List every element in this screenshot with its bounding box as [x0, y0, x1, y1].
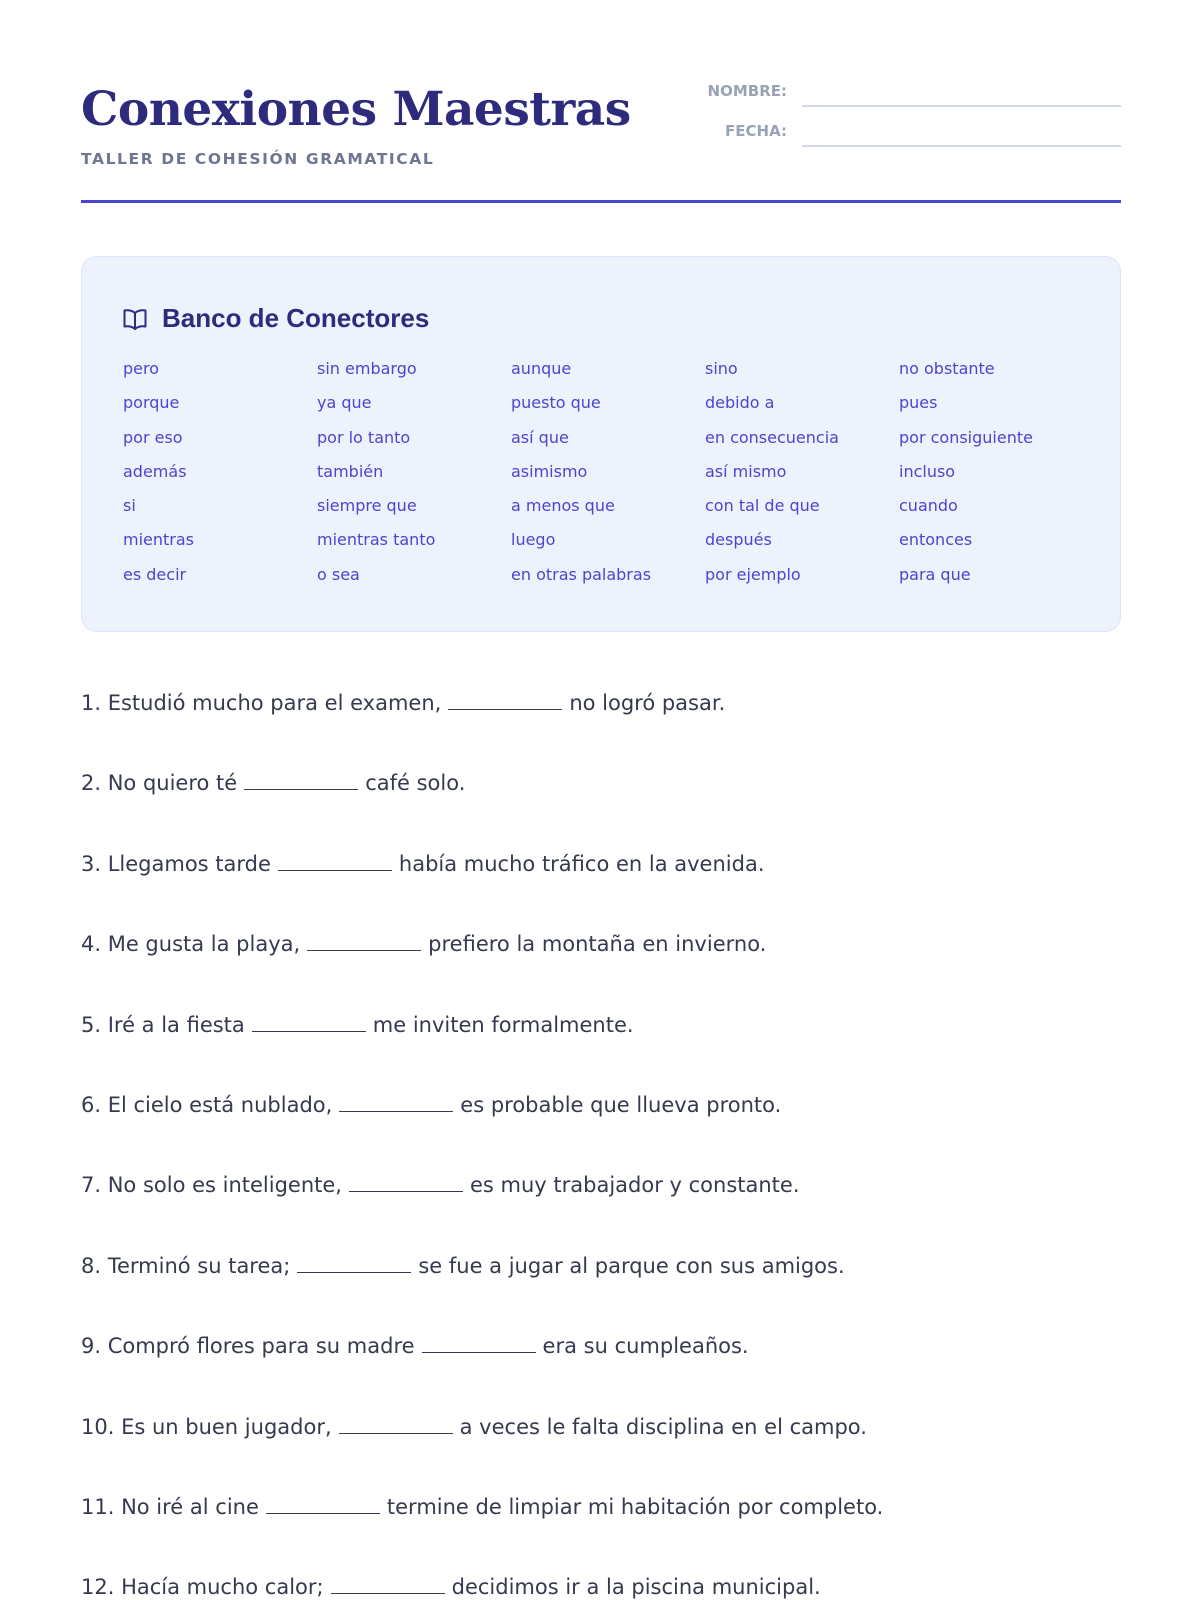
- exercise-text-before: 11. No iré al cine: [81, 1494, 259, 1519]
- exercise-item: [81, 689, 1121, 769]
- connector-word: entonces: [899, 530, 973, 550]
- connector-word: o sea: [317, 564, 360, 584]
- connector-word: con tal de que: [705, 496, 820, 516]
- connector-word: es decir: [123, 564, 187, 584]
- connector-word: por eso: [123, 427, 183, 447]
- exercise-text-before: 4. Me gusta la playa,: [81, 932, 301, 957]
- connector-word: además: [123, 461, 187, 481]
- exercise-item: [81, 1011, 1121, 1091]
- exercise-item: [81, 1171, 1121, 1251]
- connector-word: debido a: [705, 393, 775, 413]
- answer-blank[interactable]: [339, 1092, 453, 1112]
- date-label: FECHA:: [725, 122, 787, 140]
- connector-bank-header: [123, 303, 429, 334]
- exercise-text-before: 12. Hacía mucho calor;: [81, 1575, 324, 1600]
- name-label: NOMBRE:: [707, 82, 787, 100]
- connector-word: por consiguiente: [899, 427, 1033, 447]
- connector-word: por lo tanto: [317, 427, 411, 447]
- answer-blank[interactable]: [349, 1172, 463, 1192]
- answer-blank[interactable]: [448, 690, 562, 710]
- connector-word: aunque: [511, 359, 572, 378]
- connector-word: también: [317, 461, 384, 481]
- connector-word: en otras palabras: [511, 564, 652, 584]
- connector-bank: [81, 256, 1121, 632]
- connector-word: puesto que: [511, 393, 601, 413]
- answer-blank[interactable]: [266, 1494, 380, 1514]
- name-line[interactable]: [802, 105, 1121, 107]
- exercise-item: [81, 930, 1121, 1010]
- connector-word: ya que: [317, 393, 372, 413]
- connector-word: para que: [899, 564, 971, 584]
- connector-word: mientras: [123, 530, 195, 550]
- exercise-text-before: 8. Terminó su tarea;: [81, 1253, 291, 1278]
- exercise-item: [81, 1493, 1121, 1573]
- connector-bank-title: Banco de Conectores: [162, 303, 430, 333]
- exercise-item: [81, 1091, 1121, 1171]
- answer-blank[interactable]: [278, 851, 392, 871]
- answer-blank[interactable]: [244, 770, 358, 790]
- exercise-text-after: café solo.: [365, 771, 466, 796]
- date-field[interactable]: [692, 122, 1121, 146]
- exercise-item: [81, 1332, 1121, 1412]
- connector-word: asimismo: [511, 461, 588, 481]
- exercise-text-after: se fue a jugar al parque con sus amigos.: [418, 1253, 845, 1278]
- answer-blank[interactable]: [307, 931, 421, 951]
- connector-word: incluso: [899, 461, 956, 481]
- connector-word: si: [123, 496, 136, 516]
- connector-word: siempre que: [317, 496, 417, 516]
- exercise-text-after: había mucho tráfico en la avenida.: [398, 851, 765, 876]
- open-book-icon: [123, 308, 147, 330]
- connector-word: pues: [899, 393, 938, 413]
- page-subtitle: TALLER DE COHESIÓN GRAMATICAL: [81, 150, 435, 168]
- exercise-text-after: me inviten formalmente.: [372, 1012, 634, 1037]
- exercise-text-after: a veces le falta disciplina en el campo.: [459, 1414, 867, 1439]
- exercise-text-after: termine de limpiar mi habitación por completo.: [386, 1494, 884, 1519]
- answer-blank[interactable]: [422, 1333, 536, 1353]
- connector-word: no obstante: [899, 359, 995, 378]
- exercise-item: [81, 1573, 1121, 1600]
- exercise-text-before: 7. No solo es inteligente,: [81, 1173, 342, 1198]
- worksheet-header: [81, 78, 1121, 203]
- exercise-text-before: 9. Compró flores para su madre: [81, 1334, 415, 1359]
- exercise-item: [81, 850, 1121, 930]
- connector-word: porque: [123, 393, 180, 413]
- connector-word: así que: [511, 427, 569, 447]
- exercise-text-after: es muy trabajador y constante.: [469, 1173, 800, 1198]
- connector-word: sino: [705, 359, 738, 378]
- answer-blank[interactable]: [297, 1253, 411, 1273]
- exercise-text-before: 2. No quiero té: [81, 771, 238, 796]
- date-line[interactable]: [802, 145, 1121, 147]
- connector-word: en consecuencia: [705, 427, 839, 447]
- exercise-list: [81, 689, 1121, 1600]
- exercise-item: [81, 1252, 1121, 1332]
- exercise-text-after: prefiero la montaña en invierno.: [428, 932, 767, 957]
- connector-word: mientras tanto: [317, 530, 436, 550]
- exercise-text-after: era su cumpleaños.: [542, 1334, 749, 1359]
- exercise-text-after: es probable que llueva pronto.: [460, 1092, 782, 1117]
- answer-blank[interactable]: [252, 1012, 366, 1032]
- exercise-text-before: 10. Es un buen jugador,: [81, 1414, 332, 1439]
- connector-word: así mismo: [705, 461, 787, 481]
- connector-word: después: [705, 530, 772, 550]
- connector-word: a menos que: [511, 496, 615, 516]
- exercise-text-before: 1. Estudió mucho para el examen,: [81, 691, 442, 715]
- exercise-item: [81, 769, 1121, 849]
- connector-word: cuando: [899, 496, 958, 516]
- name-field[interactable]: [692, 82, 1121, 106]
- connector-word: luego: [511, 530, 556, 550]
- exercise-text-before: 3. Llegamos tarde: [81, 851, 271, 876]
- connector-word: por ejemplo: [705, 564, 801, 584]
- connector-word: sin embargo: [317, 359, 417, 378]
- connector-word: pero: [123, 359, 160, 378]
- answer-blank[interactable]: [331, 1574, 445, 1594]
- exercise-text-before: 6. El cielo está nublado,: [81, 1092, 333, 1117]
- page-title: Conexiones Maestras: [81, 82, 631, 137]
- answer-blank[interactable]: [339, 1414, 453, 1434]
- exercise-text-after: decidimos ir a la piscina municipal.: [451, 1575, 821, 1600]
- exercise-text-after: no logró pasar.: [569, 691, 726, 715]
- exercise-item: [81, 1413, 1121, 1493]
- exercise-text-before: 5. Iré a la fiesta: [81, 1012, 245, 1037]
- connector-grid: [123, 359, 1103, 599]
